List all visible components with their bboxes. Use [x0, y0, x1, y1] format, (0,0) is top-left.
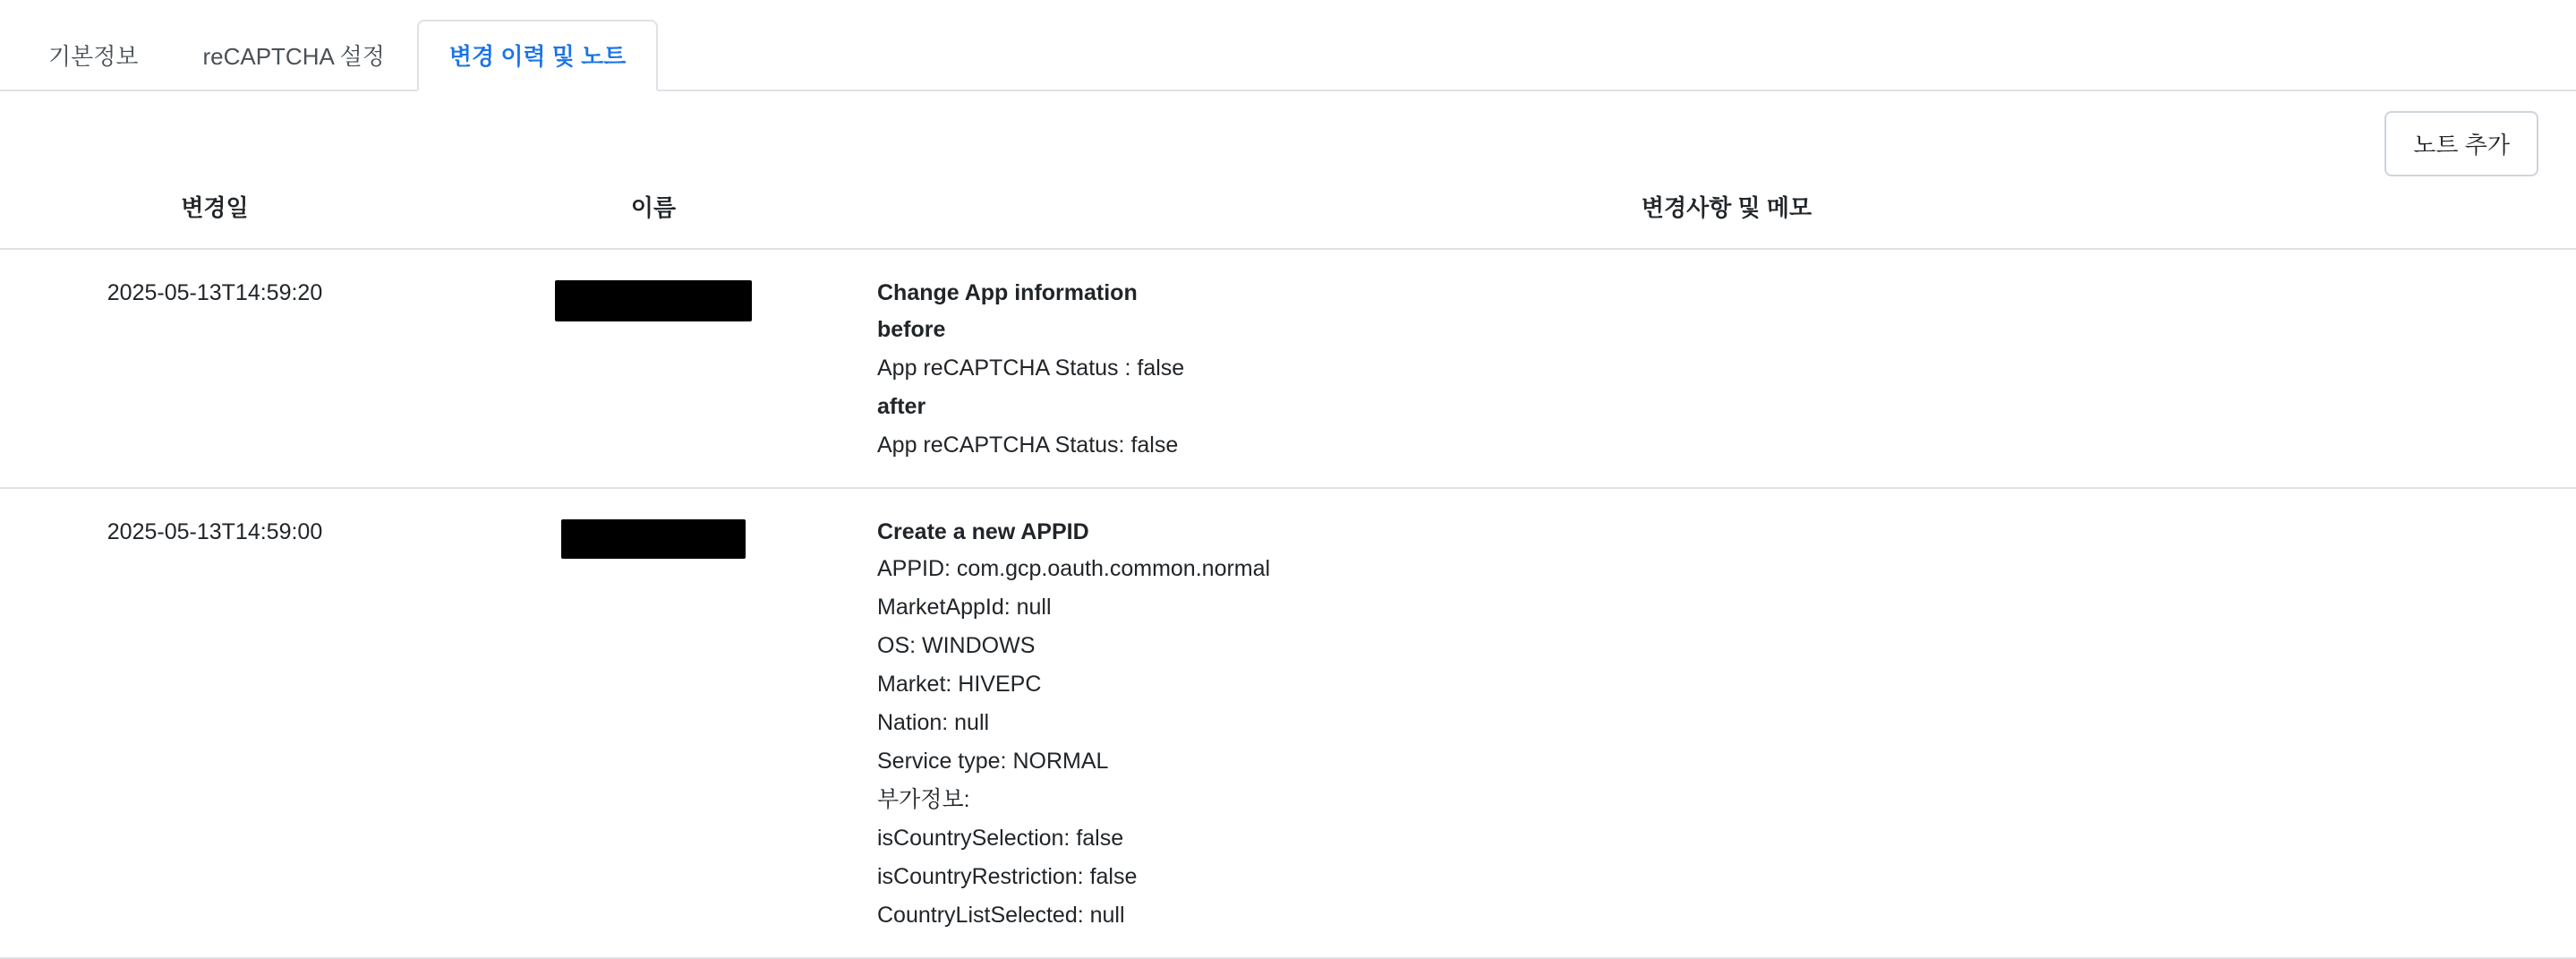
table-row — [0, 249, 2576, 488]
memo-title: Change App information — [877, 280, 1138, 305]
history-table-container — [0, 177, 2576, 959]
history-table — [0, 177, 2576, 959]
memo-line: 부가정보: — [877, 787, 970, 812]
memo-line: App reCAPTCHA Status : false — [877, 355, 1185, 381]
cell-name — [430, 249, 877, 488]
memo-line: APPID: com.gcp.oauth.common.normal — [877, 556, 1271, 581]
redacted-name-bar — [555, 280, 752, 321]
tab-change-history-and-notes-label: 변경 이력 및 노트 — [448, 43, 627, 70]
history-table-body — [0, 249, 2576, 958]
tab-basic-info-label: 기본정보 — [48, 43, 139, 70]
tab-change-history-and-notes[interactable] — [417, 20, 658, 91]
memo-line: after — [877, 394, 926, 419]
memo-line: isCountryRestriction: false — [877, 864, 1138, 889]
memo-line: Nation: null — [877, 710, 990, 735]
tab-recaptcha-settings[interactable] — [170, 20, 416, 91]
cell-memo — [877, 488, 2576, 958]
memo-line: Service type: NORMAL — [877, 749, 1109, 774]
table-row — [0, 488, 2576, 958]
cell-memo — [877, 249, 2576, 488]
redacted-name-bar — [561, 519, 746, 559]
column-header-name: 이름 — [430, 177, 877, 249]
column-header-memo: 변경사항 및 메모 — [877, 177, 2576, 249]
memo-line: App reCAPTCHA Status: false — [877, 432, 1179, 458]
cell-name — [430, 488, 877, 958]
memo-line: OS: WINDOWS — [877, 633, 1036, 658]
column-header-date: 변경일 — [0, 177, 430, 249]
history-table-head — [0, 177, 2576, 249]
memo-line: Market: HIVEPC — [877, 672, 1042, 697]
toolbar — [0, 91, 2576, 177]
tab-basic-info[interactable] — [16, 20, 170, 91]
table-header-row — [0, 177, 2576, 249]
memo-line: before — [877, 317, 946, 342]
cell-date: 2025-05-13T14:59:20 — [0, 249, 430, 488]
tab-bar — [0, 0, 2576, 91]
memo-line: MarketAppId: null — [877, 595, 1052, 620]
memo-title: Create a new APPID — [877, 519, 1089, 544]
memo-line: isCountrySelection: false — [877, 826, 1124, 851]
cell-date: 2025-05-13T14:59:00 — [0, 488, 430, 958]
memo-line: CountryListSelected: null — [877, 903, 1125, 928]
tab-recaptcha-settings-label: reCAPTCHA 설정 — [202, 43, 385, 70]
add-note-button[interactable]: 노트 추가 — [2384, 111, 2538, 176]
